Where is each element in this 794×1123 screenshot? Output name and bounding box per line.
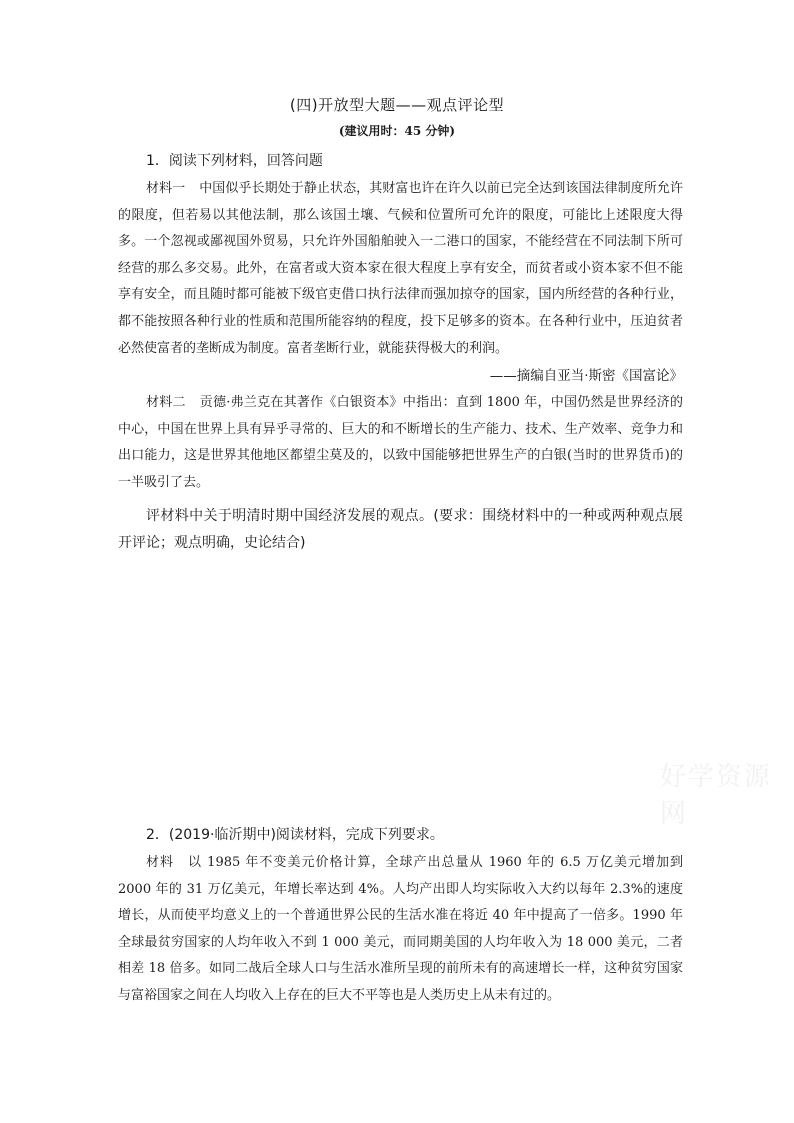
time-note: (建议用时：45 分钟) xyxy=(338,124,456,138)
section-title: (四)开放型大题——观点评论型 xyxy=(289,96,505,114)
watermark: 好学资源网 xyxy=(660,762,773,829)
material-2-label: 材料二 xyxy=(146,395,186,411)
material-1-source: ——摘编自亚当·斯密《国富论》 xyxy=(489,368,683,385)
material-2-text: 贡德·弗兰克在其著作《白银资本》中指出：直到 1800 年，中国仍然是世界经济的中心，中国在世界上具有异乎寻常的、巨大的和不断增长的生产能力、技术、生产效率、竞争力和出口能力，这是世界其他地区都望尘莫及的，以致中国能够把世界生产的白银(当时的世界货币)的一半吸引了去。 xyxy=(118,395,683,490)
question-2-material-label: 材料 xyxy=(146,855,175,870)
question-1 xyxy=(118,150,683,557)
question-1-instruction: 评材料中关于明清时期中国经济发展的观点。(要求：围绕材料中的一种或两种观点展开评论；观点明确，史论结合) xyxy=(118,507,683,551)
question-2-material xyxy=(118,850,683,1010)
question-2-material-text: 以 1985 年不变美元价格计算，全球产出总量从 1960 年的 6.5 万亿美元增加到 2000 年的 31 万亿美元，年增长率达到 4%。人均产出即人均实际收入大约以每年 2.3%的速度增长，从而使平均意义上的一个普通世界公民的生活水准在将近 40 年中提高了一倍多。1990 年全球最贫穷国家的人均年收入不到 1 000 美元，而同期美国的人均年收入为 18 000 美元，二者相差 18 倍多。如同二战后全球人口与生活水准所呈现的前所未有的高速增长一样，这种贫穷国家与富裕国家之间在人均收入上存在的巨大不平等也是人类历史上从未有过的。 xyxy=(118,855,683,1003)
material-1-label: 材料一 xyxy=(146,181,186,196)
question-1-heading: 1．阅读下列材料，回答问题 xyxy=(146,153,323,169)
question-2-heading: 2．(2019·临沂期中)阅读材料，完成下列要求。 xyxy=(146,827,444,843)
question-2 xyxy=(118,824,683,1010)
material-2 xyxy=(118,390,683,496)
material-1-text: 中国似乎长期处于静止状态，其财富也许在许久以前已完全达到该国法律制度所允许的限度，但若易以其他法制，那么该国土壤、气候和位置所可允许的限度，可能比上述限度大得多。一个忽视或鄙视国外贸易，只允许外国船舶驶入一二港口的国家，不能经营在不同法制下所可经营的那么多交易。此外，在富者或大资本家在很大程度上享有安全，而贫者或小资本家不但不能享有安全，而且随时都可能被下级官吏借口执行法律而强加掠夺的国家，国内所经营的各种行业，都不能按照各种行业的性质和范围所能容纳的程度，投下足够多的资本。在各种行业中，压迫贫者必然使富者的垄断成为制度。富者垄断行业，就能获得极大的利润。 xyxy=(118,181,683,356)
material-1 xyxy=(118,176,683,362)
